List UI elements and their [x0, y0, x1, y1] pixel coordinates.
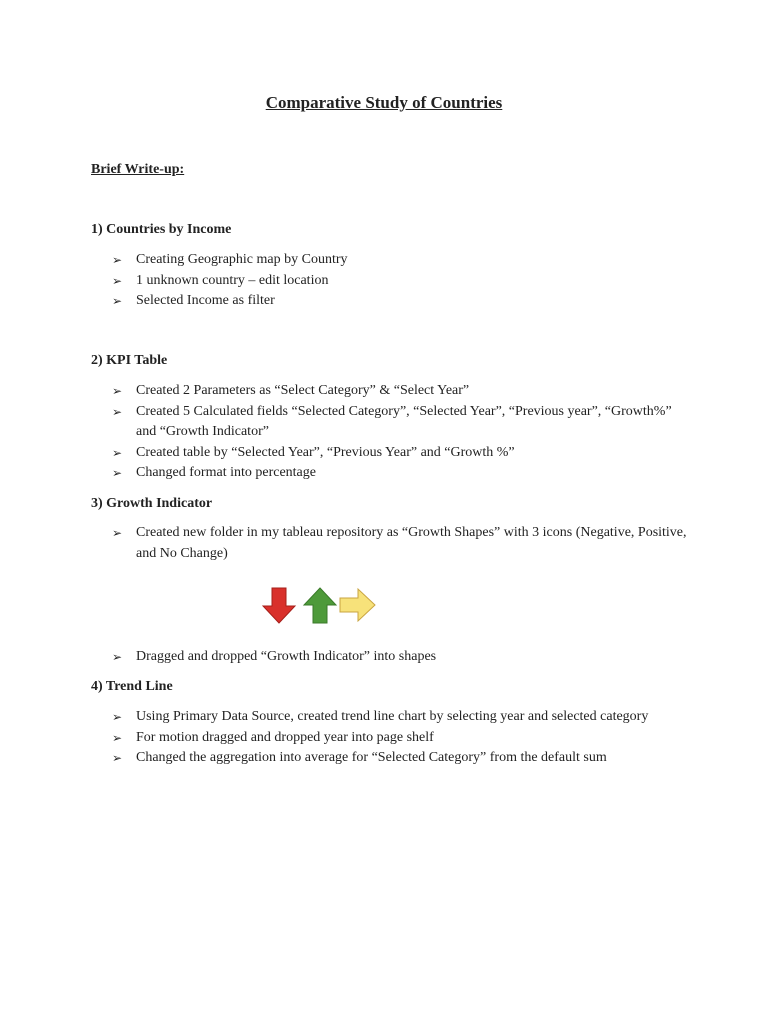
- list-item: [112, 748, 692, 769]
- yellow-right-arrow-shape: [340, 589, 375, 621]
- arrowhead-bullet-icon: ➢: [112, 730, 123, 745]
- red-down-arrow-shape: [263, 588, 295, 623]
- section-heading-trend-line: 4) Trend Line: [91, 679, 173, 694]
- arrowhead-bullet-icon: ➢: [112, 445, 123, 460]
- bullet-list-trend-line: [112, 707, 692, 769]
- arrowhead-bullet-icon: ➢: [112, 384, 123, 398]
- bullet-list-growth-indicator: [112, 523, 692, 564]
- list-item-text: Selected Income as filter: [136, 293, 275, 308]
- list-item-text: Created new folder in my tableau repository as “Growth Shapes” with 3 icons (Negative, Positive, and No Change): [136, 525, 687, 561]
- list-item-text: Dragged and dropped “Growth Indicator” into shapes: [136, 649, 437, 664]
- section-heading-growth-indicator: 3) Growth Indicator: [91, 496, 213, 511]
- list-item: [112, 402, 692, 443]
- growth-shapes-icons: [262, 586, 382, 626]
- section-heading-countries-by-income: 1) Countries by Income: [91, 222, 232, 237]
- list-item: [112, 250, 692, 271]
- list-item-text: Created 5 Calculated fields “Selected Category”, “Selected Year”, “Previous year”, “Growth%” and “Growth Indicator”: [136, 403, 672, 439]
- list-item: [112, 463, 692, 484]
- arrowhead-bullet-icon: ➢: [112, 751, 123, 765]
- red-down-arrow-icon: [263, 588, 295, 623]
- arrowhead-bullet-icon: ➢: [112, 294, 123, 308]
- arrowhead-bullet-icon: ➢: [112, 710, 123, 724]
- list-item: [112, 647, 692, 668]
- bullet-list-growth-indicator-continued: [112, 647, 692, 668]
- arrowhead-bullet-icon: ➢: [112, 650, 123, 664]
- list-item-text: Using Primary Data Source, created trend line chart by selecting year and selected category: [136, 709, 649, 724]
- document-title: Comparative Study of Countries: [265, 93, 503, 112]
- arrowhead-bullet-icon: ➢: [112, 253, 123, 267]
- list-item: [112, 728, 692, 749]
- arrowhead-bullet-icon: ➢: [112, 404, 123, 419]
- list-item-text: Created 2 Parameters as “Select Category” & “Select Year”: [136, 383, 470, 398]
- list-item-text: 1 unknown country – edit location: [136, 272, 329, 288]
- green-up-arrow-shape: [304, 588, 336, 623]
- list-item: [112, 291, 692, 312]
- bullet-list-countries-by-income: [112, 250, 692, 312]
- yellow-right-arrow-icon: [340, 589, 375, 621]
- list-item: [112, 381, 692, 402]
- section-heading-kpi-table: 2) KPI Table: [91, 353, 168, 368]
- list-item: [112, 523, 692, 564]
- list-item: [112, 271, 692, 292]
- brief-writeup-heading: Brief Write-up:: [91, 162, 185, 177]
- list-item-text: For motion dragged and dropped year into page shelf: [136, 729, 434, 745]
- bullet-list-kpi-table: [112, 381, 692, 484]
- arrowhead-bullet-icon: ➢: [112, 273, 123, 288]
- arrowhead-bullet-icon: ➢: [112, 526, 123, 540]
- list-item-text: Creating Geographic map by Country: [136, 252, 348, 267]
- arrowhead-bullet-icon: ➢: [112, 466, 123, 480]
- list-item-text: Created table by “Selected Year”, “Previous Year” and “Growth %”: [136, 444, 515, 460]
- list-item: [112, 443, 692, 464]
- list-item-text: Changed the aggregation into average for “Selected Category” from the default sum: [136, 750, 607, 765]
- list-item: [112, 707, 692, 728]
- green-up-arrow-icon: [304, 588, 336, 623]
- list-item-text: Changed format into percentage: [136, 465, 316, 480]
